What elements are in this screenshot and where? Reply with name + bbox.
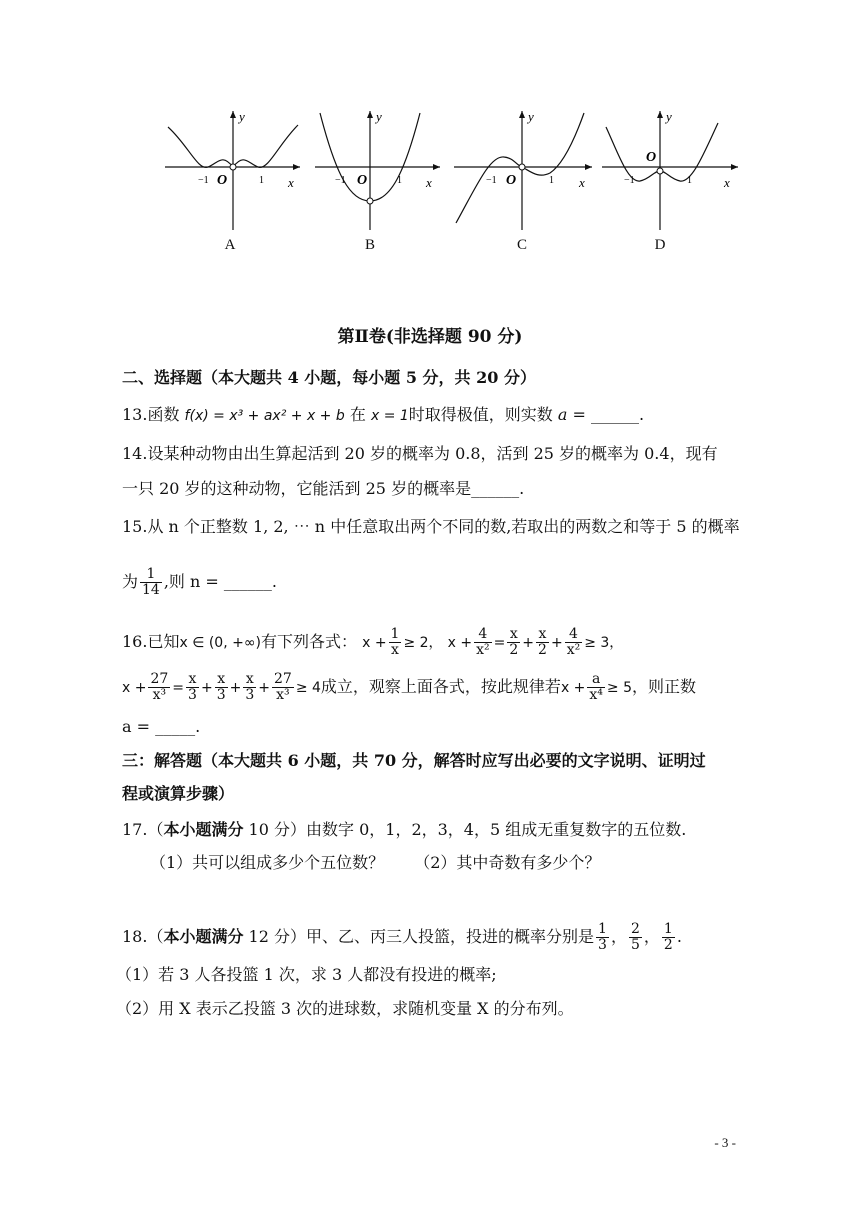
tick-neg-one: −1	[486, 175, 497, 186]
question-18: 18.（本小题满分 12 分）甲、乙、丙三人投篮，投进的概率分别是 $\frac{1}{3}$ ， $\frac{2}{5}$ ， $\frac{1}{2}$ .	[122, 921, 682, 953]
question-16-line2: x + $\frac{27}{\text{x³}}$ = $\frac{x}{3}$ + $\frac{x}{3}$ + $\frac{x}{3}$ + $\frac{27}{\text{x³}}$ ≥ 4成立，观察上面各式，按此规律若x + $\frac{a}{\text{x⁴}}$ ≥ 5，则正数	[122, 671, 697, 703]
axis-y-label: y	[528, 109, 534, 124]
graph-a	[160, 105, 305, 260]
axis-x-label: x	[426, 175, 432, 190]
question-17-subs: （1）共可以组成多少个五位数？ （2）其中奇数有多少个？	[150, 853, 601, 872]
graph-c	[452, 105, 597, 260]
origin-label: O	[357, 173, 368, 188]
question-18-sub1: （1）若 3 人各投篮 1 次，求 3 人都没有投进的概率;	[116, 965, 497, 984]
axis-x-label: x	[579, 175, 585, 190]
tick-one: 1	[687, 175, 692, 186]
origin-label: O	[646, 150, 657, 165]
fraction: $\frac{1}{14}$	[142, 566, 160, 598]
tick-one: 1	[259, 175, 264, 186]
question-14-line2: 一只 20 岁的这种动物，它能活到 25 岁的概率是______.	[122, 479, 525, 498]
graph-d	[600, 105, 745, 260]
axis-y-label: y	[239, 109, 245, 124]
part3-heading-line1: 三：解答题（本大题共 6 小题，共 70 分，解答时应写出必要的文字说明、证明过	[122, 751, 706, 770]
question-15-line2: 为 $\frac{1}{14}$ ,则 n = ______.	[122, 566, 277, 598]
axis-x-label: x	[724, 175, 730, 190]
question-14-line1: 14.设某种动物由出生算起活到 20 岁的概率为 0.8，活到 25 岁的概率为 0.4，现有	[122, 444, 718, 463]
graph-label: A	[224, 237, 236, 253]
page-number: - 3 -	[714, 1135, 736, 1150]
question-13: 13.函数 f(x) = x³ + ax² + x + b 在 x = 1时取得极值，则实数 a = ______.	[122, 405, 645, 424]
tick-one: 1	[549, 175, 554, 186]
origin-label: O	[217, 173, 228, 188]
question-16-line3: a = _____.	[122, 717, 201, 736]
question-16-line1: 16.已知x ∈ (0, +∞)有下列各式： x + $\frac{1}{x}$ ≥ 2， x + $\frac{4}{\text{x²}}$ = $\frac{x}{2}$ + $\frac{x}{2}$ + $\frac{4}{\text{x²}}$ ≥ 3，	[122, 626, 624, 658]
part2-heading: 二、选择题（本大题共 4 小题，每小题 5 分，共 20 分）	[122, 368, 536, 387]
question-15-line1: 15.从 n 个正整数 1, 2, ⋯ n 中任意取出两个不同的数,若取出的两数之和等于 5 的概率	[122, 517, 740, 536]
axis-x-label: x	[288, 175, 294, 190]
answer-graphs	[160, 105, 740, 265]
graph-label: C	[516, 237, 527, 253]
graph-label: D	[654, 237, 666, 253]
tick-neg-one: −1	[198, 175, 209, 186]
section-title: 第Ⅱ卷(非选择题 90 分)	[337, 327, 523, 347]
question-18-sub2: （2）用 X 表示乙投篮 3 次的进球数，求随机变量 X 的分布列。	[116, 999, 574, 1018]
tick-one: 1	[397, 175, 402, 186]
graph-b	[310, 105, 455, 260]
question-17: 17.（本小题满分 10 分）由数字 0，1，2，3，4，5 组成无重复数字的五位数.	[122, 820, 687, 839]
tick-neg-one: −1	[624, 175, 635, 186]
axis-y-label: y	[376, 109, 382, 124]
axis-y-label: y	[666, 109, 672, 124]
origin-label: O	[506, 173, 517, 188]
graph-label: B	[364, 237, 375, 253]
part3-heading-line2: 程或演算步骤）	[122, 784, 235, 803]
tick-neg-one: −1	[335, 175, 346, 186]
